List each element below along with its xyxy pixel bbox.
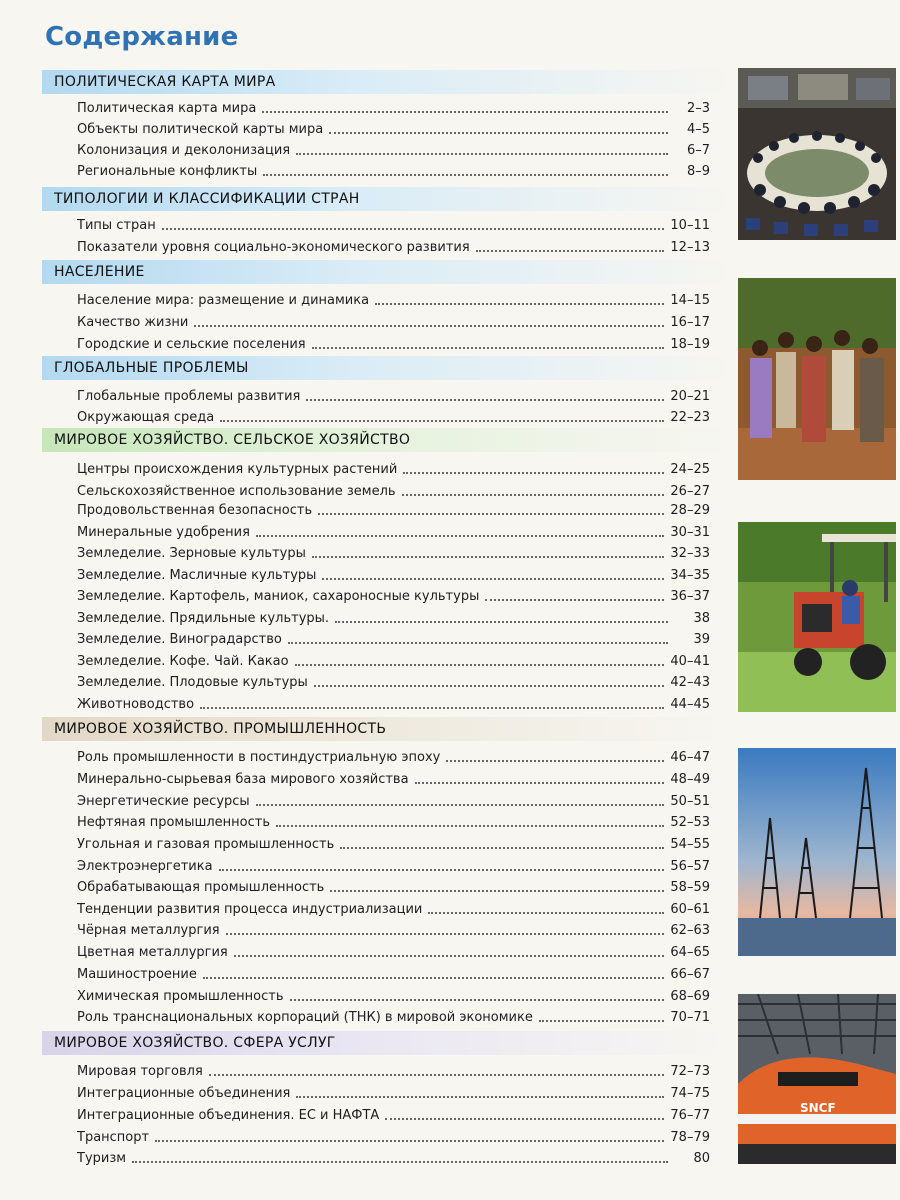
toc-entry-title: Туризм [77,1151,127,1166]
toc-entry-pages: 6–7 [686,143,710,158]
dot-leader [340,847,664,849]
toc-entry-pages: 78–79 [670,1130,710,1145]
toc-entry-title: Глобальные проблемы развития [77,389,301,404]
dot-leader [263,174,668,176]
toc-entry[interactable] [77,498,710,518]
toc-entry[interactable] [77,310,710,330]
toc-entry-title: Энергетические ресурсы [77,794,250,809]
toc-entry-title: Земледелие. Зерновые культуры [77,546,306,561]
toc-entry-title: Роль транснациональных корпораций (ТНК) в мировой экономике [77,1010,533,1025]
toc-entry[interactable] [77,692,710,712]
toc-entry-pages: 39 [693,632,710,647]
dot-leader [539,1020,665,1022]
dot-leader [385,1118,664,1120]
toc-entry[interactable] [77,288,710,308]
toc-entry[interactable] [77,479,710,499]
toc-entry[interactable] [77,541,710,561]
toc-entry-pages: 42–43 [670,675,710,690]
toc-entry-title: Сельскохозяйственное использование земель [77,484,396,499]
children-photo [738,278,896,480]
toc-entry[interactable] [77,745,710,765]
toc-entry-title: Колонизация и деколонизация [77,143,291,158]
toc-entry-pages: 12–13 [670,240,710,255]
toc-entry-title: Земледелие. Картофель, маниок, сахароносные культуры [77,589,480,604]
toc-entry-title: Роль промышленности в постиндустриальную эпоху [77,750,441,765]
toc-entry-title: Земледелие. Кофе. Чай. Какао [77,654,289,669]
toc-entry-title: Политическая карта мира [77,101,257,116]
toc-entry-pages: 66–67 [670,967,710,982]
toc-entry-pages: 70–71 [670,1010,710,1025]
dot-leader [314,685,665,687]
toc-entry[interactable] [77,117,710,137]
toc-entry-title: Земледелие. Плодовые культуры [77,675,308,690]
toc-entry-title: Типы стран [77,218,156,233]
toc-entry-pages: 36–37 [670,589,710,604]
toc-entry-pages: 34–35 [670,568,710,583]
toc-entry-pages: 80 [693,1151,710,1166]
dot-leader [219,869,665,871]
dot-leader [296,153,668,155]
dot-leader [318,513,664,515]
dot-leader [312,347,665,349]
sncf-logo: SNCF [800,1101,836,1115]
toc-entry-pages: 74–75 [670,1086,710,1101]
toc-entry-title: Качество жизни [77,315,189,330]
toc-entry-pages: 60–61 [670,902,710,917]
toc-entry[interactable] [77,789,710,809]
toc-entry-title: Машиностроение [77,967,197,982]
section-heading: МИРОВОЕ ХОЗЯЙСТВО. СЕЛЬСКОЕ ХОЗЯЙСТВО [42,428,727,452]
toc-entry[interactable] [77,159,710,179]
dot-leader [402,494,665,496]
toc-entry-title: Минеральные удобрения [77,525,250,540]
toc-entry-pages: 16–17 [670,315,710,330]
section-heading: ТИПОЛОГИИ И КЛАССИФИКАЦИИ СТРАН [42,187,727,211]
toc-entry-title: Нефтяная промышленность [77,815,271,830]
dot-leader [256,535,664,537]
toc-entry-title: Животноводство [77,697,195,712]
toc-entry-title: Мировая торговля [77,1064,203,1079]
dot-leader [330,890,664,892]
toc-entry-pages: 32–33 [670,546,710,561]
toc-entry-title: Население мира: размещение и динамика [77,293,370,308]
toc-entry-pages: 46–47 [670,750,710,765]
toc-entry-title: Региональные конфликты [77,164,258,179]
toc-entry-pages: 76–77 [670,1108,710,1123]
toc-entry-pages: 52–53 [670,815,710,830]
toc-entry[interactable] [77,332,710,352]
toc-entry-title: Интеграционные объединения. ЕС и НАФТА [77,1108,380,1123]
toc-entry[interactable] [77,384,710,404]
toc-entry-title: Транспорт [77,1130,150,1145]
section-heading: МИРОВОЕ ХОЗЯЙСТВО. ПРОМЫШЛЕННОСТЬ [42,717,727,741]
dot-leader [428,912,664,914]
toc-entry[interactable] [77,984,710,1004]
toc-entry-pages: 4–5 [686,122,710,137]
toc-entry-title: Объекты политической карты мира [77,122,324,137]
toc-entry[interactable] [77,832,710,852]
toc-entry-title: Земледелие. Масличные культуры [77,568,317,583]
dot-leader [132,1161,668,1163]
toc-entry-pages: 14–15 [670,293,710,308]
toc-entry-title: Земледелие. Прядильные культуры. [77,611,330,626]
dot-leader [375,303,664,305]
toc-entry-title: Интеграционные объединения [77,1086,291,1101]
page-title: Содержание [45,22,239,52]
toc-entry-pages: 24–25 [670,462,710,477]
toc-entry-pages: 2–3 [686,101,710,116]
dot-leader [290,999,665,1001]
toc-entry[interactable] [77,897,710,917]
toc-entry-title: Показатели уровня социально-экономического развития [77,240,470,255]
toc-entry[interactable] [77,606,710,626]
toc-entry[interactable] [77,235,710,255]
toc-entry-pages: 26–27 [670,484,710,499]
toc-entry[interactable] [77,1059,710,1079]
toc-entry-title: Электроэнергетика [77,859,213,874]
tractor-photo [738,522,896,712]
toc-entry[interactable] [77,962,710,982]
toc-entry-pages: 22–23 [670,410,710,425]
toc-entry-title: Окружающая среда [77,410,215,425]
dot-leader [256,804,665,806]
section-heading: ПОЛИТИЧЕСКАЯ КАРТА МИРА [42,70,727,94]
dot-leader [155,1140,664,1142]
toc-entry[interactable] [77,584,710,604]
toc-entry[interactable] [77,767,710,787]
toc-entry[interactable] [77,1005,710,1025]
toc-entry[interactable] [77,649,710,669]
toc-entry-title: Цветная металлургия [77,945,228,960]
toc-entry-pages: 50–51 [670,794,710,809]
toc-entry-pages: 68–69 [670,989,710,1004]
toc-entry[interactable] [77,670,710,690]
toc-entry[interactable] [77,940,710,960]
toc-entry[interactable] [77,1125,710,1145]
toc-entry-title: Центры происхождения культурных растений [77,462,398,477]
toc-entry-pages: 30–31 [670,525,710,540]
dot-leader [485,599,664,601]
toc-entry[interactable] [77,875,710,895]
toc-entry-pages: 58–59 [670,880,710,895]
dot-leader [296,1096,664,1098]
toc-entry-pages: 10–11 [670,218,710,233]
dot-leader [209,1074,665,1076]
toc-entry-pages: 28–29 [670,503,710,518]
section-heading: МИРОВОЕ ХОЗЯЙСТВО. СФЕРА УСЛУГ [42,1031,727,1055]
toc-entry-title: Городские и сельские поселения [77,337,306,352]
train-photo [738,994,896,1164]
toc-entry[interactable] [77,1103,710,1123]
toc-entry-title: Обрабатывающая промышленность [77,880,325,895]
oil-derricks-photo [738,748,896,956]
dot-leader [312,556,665,558]
toc-entry-pages: 18–19 [670,337,710,352]
dot-leader [276,825,664,827]
section-heading: ГЛОБАЛЬНЫЕ ПРОБЛЕМЫ [42,356,727,380]
dot-leader [306,399,664,401]
dot-leader [220,420,664,422]
dot-leader [335,621,668,623]
toc-entry-pages: 56–57 [670,859,710,874]
conference-photo [738,68,896,240]
toc-entry-title: Земледелие. Виноградарство [77,632,282,647]
toc-entry[interactable] [77,854,710,874]
dot-leader [226,933,665,935]
dot-leader [200,707,664,709]
toc-entry-pages: 38 [693,611,710,626]
toc-entry-pages: 40–41 [670,654,710,669]
toc-entry-pages: 54–55 [670,837,710,852]
toc-entry[interactable] [77,213,710,233]
toc-entry[interactable] [77,520,710,540]
toc-entry-title: Чёрная металлургия [77,923,220,938]
dot-leader [322,578,664,580]
section-heading: НАСЕЛЕНИЕ [42,260,727,284]
toc-entry-pages: 20–21 [670,389,710,404]
toc-entry-title: Химическая промышленность [77,989,284,1004]
toc-entry-title: Минерально-сырьевая база мирового хозяйства [77,772,409,787]
dot-leader [446,760,664,762]
dot-leader [288,642,668,644]
toc-entry-pages: 64–65 [670,945,710,960]
dot-leader [162,228,665,230]
dot-leader [203,977,665,979]
dot-leader [295,664,665,666]
toc-entry[interactable] [77,1081,710,1101]
dot-leader [194,325,664,327]
toc-entry[interactable] [77,627,710,647]
toc-entry[interactable] [77,405,710,425]
toc-entry[interactable] [77,138,710,158]
dot-leader [476,250,665,252]
dot-leader [262,111,668,113]
toc-entry-pages: 62–63 [670,923,710,938]
toc-entry[interactable] [77,96,710,116]
dot-leader [415,782,665,784]
toc-entry-title: Угольная и газовая промышленность [77,837,335,852]
toc-entry[interactable] [77,1146,710,1166]
toc-entry-title: Продовольственная безопасность [77,503,313,518]
toc-entry-pages: 48–49 [670,772,710,787]
toc-entry[interactable] [77,810,710,830]
toc-entry-pages: 72–73 [670,1064,710,1079]
toc-entry[interactable] [77,563,710,583]
dot-leader [403,472,664,474]
toc-entry-title: Тенденции развития процесса индустриализации [77,902,423,917]
dot-leader [329,132,668,134]
toc-entry[interactable] [77,457,710,477]
toc-entry[interactable] [77,918,710,938]
dot-leader [234,955,665,957]
toc-entry-pages: 8–9 [686,164,710,179]
toc-entry-pages: 44–45 [670,697,710,712]
